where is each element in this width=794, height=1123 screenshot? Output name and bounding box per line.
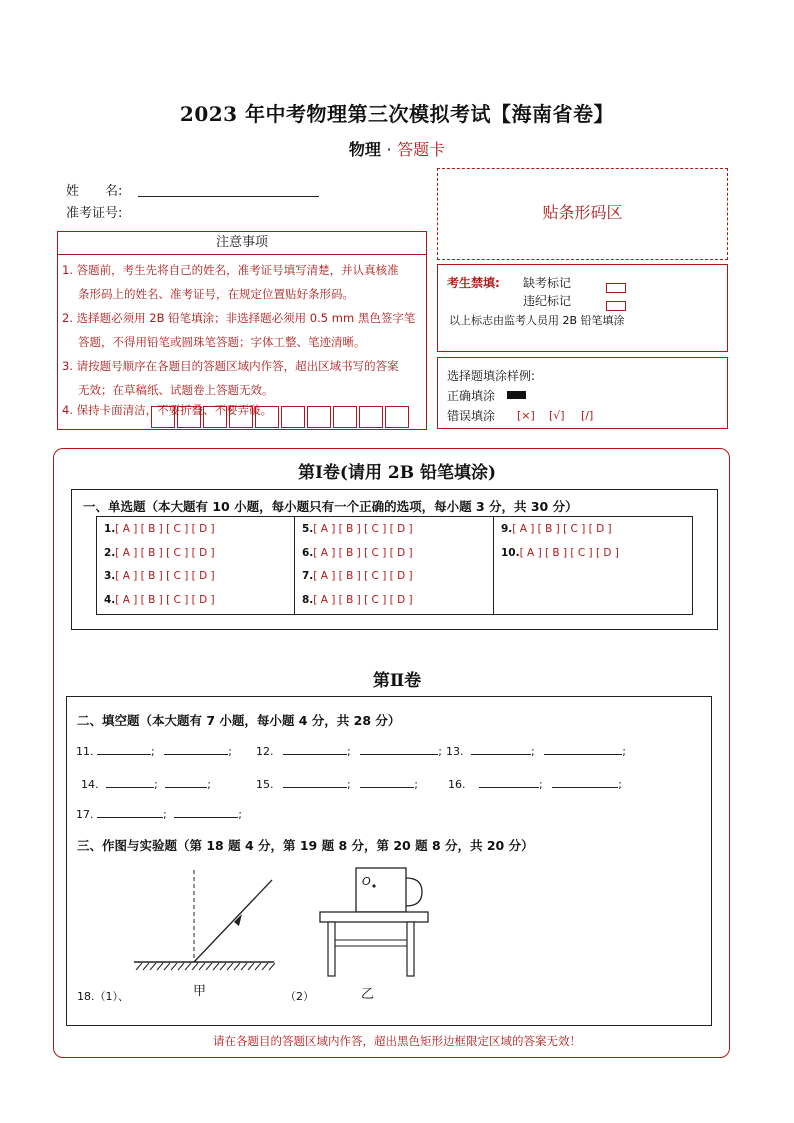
- mcq-options[interactable]: [ A ] [ B ] [ C ] [ D ]: [313, 547, 413, 559]
- notice-item-text: 请按题号顺序在各题目的答题区域内作答，超出区域书写的答案: [76, 359, 399, 373]
- fill-question-15: 15. ; ;: [256, 775, 418, 791]
- fill-question-16: 16. ; ;: [448, 775, 622, 791]
- notice-item-2: [62, 306, 424, 354]
- fill-question-17: 17. ; ;: [76, 805, 242, 821]
- fill-blank[interactable]: [97, 742, 151, 755]
- notice-item-text: 条形码上的姓名、准考证号，在规定位置贴好条形码。: [78, 287, 354, 301]
- mcq-options[interactable]: [ A ] [ B ] [ C ] [ D ]: [115, 547, 215, 559]
- mcq-question-2[interactable]: 2.[ A ] [ B ] [ C ] [ D ]: [104, 547, 215, 559]
- mirror-hatching: [136, 963, 275, 970]
- mcq-options[interactable]: [ A ] [ B ] [ C ] [ D ]: [512, 523, 612, 535]
- answer-card-label: 答题卡: [397, 140, 446, 159]
- mcq-options[interactable]: [ A ] [ B ] [ C ] [ D ]: [115, 570, 215, 582]
- page-subtitle: [0, 137, 794, 160]
- part1-title: 第Ⅰ卷(请用 2B 铅笔填涂): [297, 463, 497, 483]
- fill-blank[interactable]: [97, 805, 163, 818]
- wrong-mark-cross: [×]: [517, 409, 535, 422]
- mcq-options[interactable]: [ A ] [ B ] [ C ] [ D ]: [115, 523, 215, 535]
- part2-title: 第Ⅱ卷: [372, 671, 422, 691]
- fill-blank[interactable]: [471, 742, 531, 755]
- q18-part2-label: （2）: [285, 990, 314, 1003]
- mcq-options[interactable]: [ A ] [ B ] [ C ] [ D ]: [313, 570, 413, 582]
- violation-mark-label: 违纪标记: [523, 294, 572, 308]
- mcq-section-head: 一、单选题（本大题有 10 小题，每小题只有一个正确的选项，每小题 3 分，共 30 分）: [83, 499, 578, 514]
- notice-title: 注意事项: [57, 231, 427, 255]
- experiment-section-head: 三、作图与实验题（第 18 题 4 分，第 19 题 8 分，第 20 题 8 分，共 20 分）: [77, 838, 534, 853]
- fill-question-11: 11. ; ;: [76, 742, 232, 758]
- id-label: 准考证号:: [66, 206, 123, 221]
- wrong-fill-label: 错误填涂: [447, 409, 496, 423]
- fill-blank[interactable]: [544, 742, 622, 755]
- table-leg: [328, 922, 335, 976]
- notice-item-number: 2.: [62, 311, 73, 325]
- fill-blank[interactable]: [164, 742, 228, 755]
- mcq-question-3[interactable]: 3.[ A ] [ B ] [ C ] [ D ]: [104, 570, 215, 582]
- mcq-options[interactable]: [ A ] [ B ] [ C ] [ D ]: [115, 594, 215, 606]
- correct-fill-sample: [507, 391, 526, 399]
- notice-item-1: [62, 258, 424, 306]
- mcq-question-7[interactable]: 7.[ A ] [ B ] [ C ] [ D ]: [302, 570, 413, 582]
- fill-question-13: 13. ; ;: [446, 742, 626, 758]
- barcode-area: 贴条形码区: [437, 168, 728, 260]
- notice-item-number: 1.: [62, 263, 73, 277]
- subtitle-separator: ·: [386, 140, 392, 159]
- diagram-label-jia: 甲: [193, 984, 207, 999]
- fill-blank[interactable]: [283, 775, 347, 788]
- mirror-reflection-diagram[interactable]: [130, 866, 280, 976]
- fill-blank[interactable]: [360, 775, 414, 788]
- notice-item-text: 无效；在草稿纸、试题卷上答题无效。: [78, 383, 274, 397]
- wrong-mark-check: [√]: [549, 409, 565, 422]
- fill-section-head: 二、填空题（本大题有 7 小题，每小题 4 分，共 28 分）: [77, 713, 401, 728]
- mcq-options[interactable]: [ A ] [ B ] [ C ] [ D ]: [519, 547, 619, 559]
- notice-item-3: [62, 354, 424, 402]
- correct-fill-label: 正确填涂: [447, 389, 496, 403]
- mcq-question-8[interactable]: 8.[ A ] [ B ] [ C ] [ D ]: [302, 594, 413, 606]
- cup-on-table-diagram[interactable]: [316, 862, 436, 980]
- mcq-options[interactable]: [ A ] [ B ] [ C ] [ D ]: [313, 594, 413, 606]
- notice-item-text: 答题，不得用铅笔或圆珠笔答题；字体工整、笔迹清晰。: [78, 335, 366, 349]
- cup-point-o: [372, 884, 375, 887]
- mcq-question-1[interactable]: 1.[ A ] [ B ] [ C ] [ D ]: [104, 523, 215, 535]
- notice-item-text: 保持卡面清洁，不要折叠、不要弄破。: [76, 403, 273, 417]
- mcq-question-4[interactable]: 4.[ A ] [ B ] [ C ] [ D ]: [104, 594, 215, 606]
- fill-blank[interactable]: [165, 775, 207, 788]
- fill-blank[interactable]: [479, 775, 539, 788]
- q18-part1-label: 18.（1）、: [77, 990, 129, 1003]
- fill-blank[interactable]: [360, 742, 438, 755]
- notice-item-text: 答题前，考生先将自己的姓名，准考证号填写清楚，并认真核准: [76, 263, 399, 277]
- diagram-label-yi: 乙: [361, 987, 375, 1002]
- mcq-question-6[interactable]: 6.[ A ] [ B ] [ C ] [ D ]: [302, 547, 413, 559]
- cup-handle: [406, 878, 422, 906]
- fill-blank[interactable]: [552, 775, 618, 788]
- mcq-question-10[interactable]: 10.[ A ] [ B ] [ C ] [ D ]: [501, 547, 619, 559]
- page-title: 2023 年中考物理第三次模拟考试【海南省卷】: [179, 102, 615, 126]
- proctor-label: 考生禁填:: [447, 276, 500, 290]
- absent-mark-box[interactable]: [606, 277, 626, 296]
- subject-label: 物理: [348, 140, 381, 159]
- mcq-divider: [493, 516, 494, 615]
- notice-item-number: 3.: [62, 359, 73, 373]
- incident-ray: [194, 880, 272, 962]
- fill-question-12: 12. ; ;: [256, 742, 442, 758]
- mcq-question-5[interactable]: 5.[ A ] [ B ] [ C ] [ D ]: [302, 523, 413, 535]
- table-top: [320, 912, 428, 922]
- mcq-options[interactable]: [ A ] [ B ] [ C ] [ D ]: [313, 523, 413, 535]
- name-field[interactable]: [138, 196, 319, 197]
- name-label: 姓 名:: [66, 184, 123, 199]
- sample-title: 选择题填涂样例:: [447, 369, 536, 383]
- absent-mark-label: 缺考标记: [523, 276, 572, 290]
- notice-item-number: 4.: [62, 403, 73, 417]
- footer-warning: 请在各题目的答题区域内作答，超出黑色矩形边框限定区域的答案无效！: [213, 1034, 581, 1048]
- fill-blank[interactable]: [174, 805, 238, 818]
- table-leg: [407, 922, 414, 976]
- cup-point-label: O: [362, 875, 371, 888]
- mcq-question-9[interactable]: 9.[ A ] [ B ] [ C ] [ D ]: [501, 523, 612, 535]
- mcq-divider: [294, 516, 295, 615]
- notice-item-4: [62, 398, 424, 422]
- proctor-note: 以上标志由监考人员用 2B 铅笔填涂: [449, 314, 625, 327]
- fill-question-14: 14. ; ;: [81, 775, 211, 791]
- fill-blank[interactable]: [283, 742, 347, 755]
- notice-item-text: 选择题必须用 2B 铅笔填涂；非选择题必须用 0.5 mm 黑色签字笔: [76, 311, 416, 325]
- fill-blank[interactable]: [106, 775, 154, 788]
- wrong-mark-slash: [/]: [581, 409, 594, 422]
